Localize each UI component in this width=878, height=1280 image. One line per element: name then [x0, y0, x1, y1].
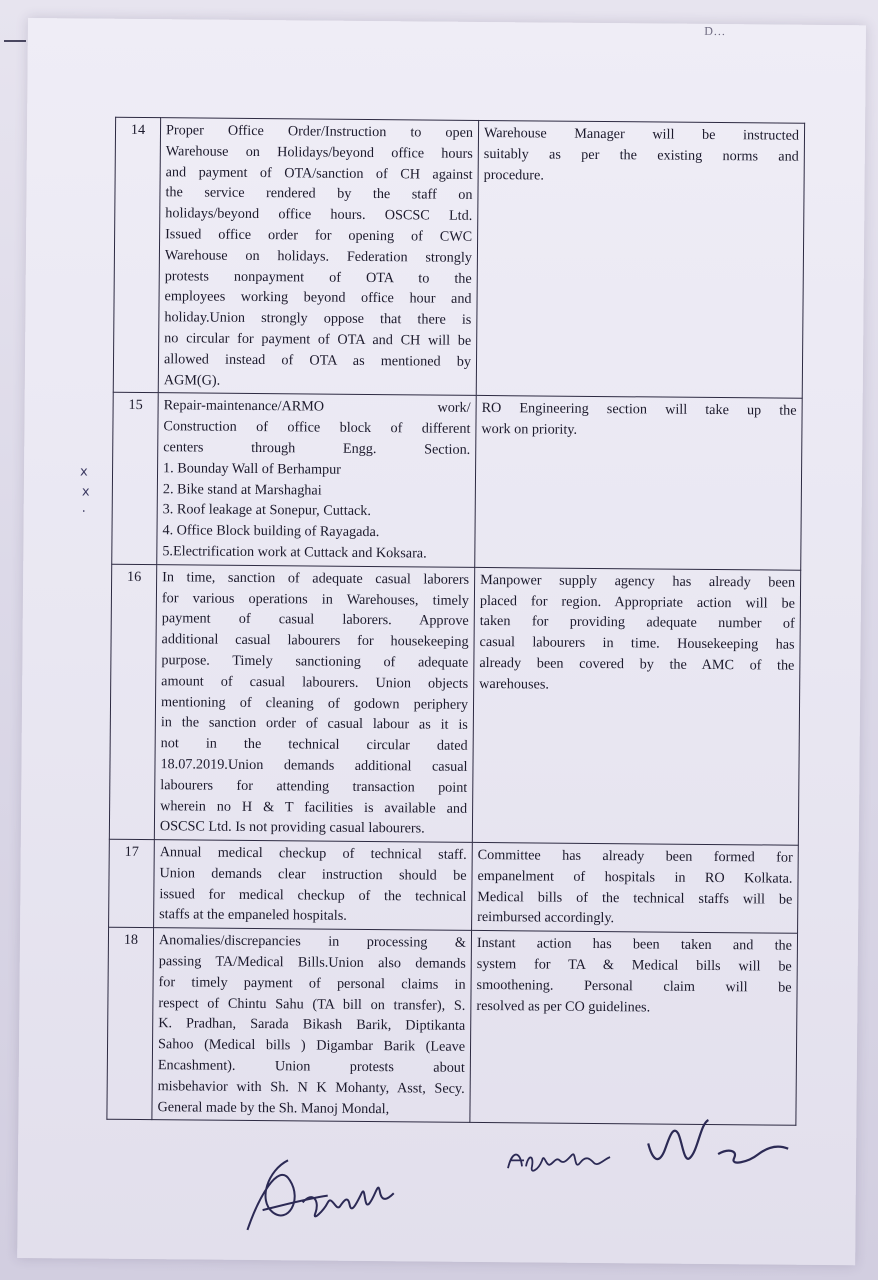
- issue-text-line: Repair-maintenance/ARMO work/: [163, 397, 471, 417]
- issue-text-line: Proper Office Order/Instruction to open: [165, 122, 474, 141]
- action-cell: [472, 567, 800, 845]
- action-text-line: system for TA & Medical bills will be: [476, 956, 792, 975]
- issue-text-line: misbehavior with Sh. N K Mohanty, Asst, Secy.: [157, 1078, 465, 1097]
- issue-text-line: amount of casual labourers. Union objects: [161, 672, 469, 692]
- action-text-line: reimbursed accordingly.: [477, 909, 615, 927]
- row-number: 16: [109, 564, 156, 840]
- page-fragment-text: D...: [704, 23, 726, 39]
- issue-text-line: OSCSC Ltd. Is not providing casual labourers.: [159, 818, 425, 837]
- issue-text-line: Sahoo (Medical bills ) Digambar Barik (Leave: [157, 1036, 466, 1056]
- document-page: [17, 18, 866, 1265]
- issue-cell: [154, 564, 474, 842]
- issue-text-line: 18.07.2019.Union demands additional casual: [160, 756, 468, 775]
- action-text-line: smoothening. Personal claim will be: [476, 976, 792, 996]
- action-text-line: already been covered by the AMC of the: [479, 654, 795, 674]
- issue-text-line: respect of Chintu Sahu (TA bill on transfer), S.: [158, 994, 466, 1014]
- signature-left: [227, 1140, 428, 1252]
- issue-cell: [157, 393, 476, 567]
- issue-text-line: labourers for attending transaction point: [160, 776, 468, 796]
- issue-text-line: for timely payment of personal claims in: [158, 974, 466, 993]
- issue-text-line: Warehouse on Holidays/beyond office hours: [165, 143, 473, 162]
- issue-text-line: allowed instead of OTA as mentioned by: [163, 350, 472, 370]
- action-text-line: casual labourers in time. Housekeeping has: [479, 634, 795, 653]
- tick-mark-icon: x: [81, 484, 90, 500]
- issue-list-item: 2. Bike stand at Marshaghai: [162, 480, 322, 499]
- action-cell: [476, 120, 804, 398]
- issue-text-line: payment of casual laborers. Approve: [161, 610, 469, 630]
- issue-text-line: staffs at the empaneled hospitals.: [159, 906, 347, 925]
- issue-text-line: passing TA/Medical Bills.Union also demands: [158, 953, 466, 972]
- issue-text-line: holidays/beyond office hours. OSCSC Ltd.: [165, 205, 473, 225]
- issue-text-line: In time, sanction of adequate casual laborers: [162, 568, 470, 588]
- row-number: 15: [112, 393, 158, 565]
- issue-text-line: Union demands clear instruction should be: [159, 865, 467, 884]
- signature-right: [638, 1103, 809, 1184]
- issue-text-line: Warehouse on holidays. Federation strongly: [164, 246, 472, 266]
- action-text-line: Warehouse Manager will be instructed: [483, 124, 800, 144]
- action-text-line: Committee has already been formed for: [477, 847, 793, 866]
- table-row: [112, 393, 802, 570]
- issue-text-line: mentioning of cleaning of godown periphery: [160, 693, 469, 713]
- issue-text-line: not in the technical circular dated: [160, 735, 468, 754]
- tick-mark-icon: ·: [81, 504, 86, 520]
- issue-text-line: holiday.Union strongly oppose that there is: [164, 309, 472, 329]
- table-row: [109, 839, 799, 933]
- issue-list-item: 3. Roof leakage at Sonepur, Cuttack.: [162, 501, 372, 520]
- action-cell: [475, 396, 802, 570]
- action-text-line: warehouses.: [479, 675, 550, 693]
- issue-cell: [158, 118, 478, 396]
- issue-cell: [152, 928, 472, 1123]
- issue-list-item: 5.Electrification work at Cuttack and Koksara.: [162, 543, 427, 562]
- issue-cell: [154, 840, 473, 931]
- issue-text-line: and payment of OTA/sanction of CH against: [165, 163, 473, 183]
- issue-text-line: wherein no H & T facilities is available and: [160, 797, 468, 817]
- issue-text-line: purpose. Timely sanctioning of adequate: [161, 652, 469, 671]
- table-row: [109, 564, 800, 845]
- issue-text-line: in the sanction order of casual labour as it is: [160, 714, 468, 734]
- action-cell: [470, 931, 798, 1126]
- action-text-line: Manpower supply agency has already been: [480, 571, 796, 591]
- margin-mark: [4, 40, 26, 42]
- row-number: 18: [107, 928, 154, 1121]
- issue-text-line: no circular for payment of OTA and CH will be: [164, 330, 472, 349]
- action-text-line: placed for region. Appropriate action will be: [479, 592, 795, 612]
- issue-text-line: for various operations in Warehouses, timely: [161, 589, 470, 609]
- issue-text-line: Construction of office block of different: [163, 418, 471, 438]
- action-text-line: resolved as per CO guidelines.: [476, 997, 651, 1016]
- action-text-line: Medical bills of the technical staffs will be: [477, 888, 793, 908]
- table-row: [113, 117, 804, 398]
- issue-text-line: K. Pradhan, Sarada Bikash Barik, Diptikanta: [158, 1015, 466, 1035]
- action-text-line: Instant action has been taken and the: [476, 935, 793, 954]
- issue-text-line: additional casual labourers for housekeeping: [161, 631, 469, 650]
- action-text-line: work on priority.: [481, 421, 578, 438]
- issue-text-line: employees working beyond office hour and: [164, 288, 472, 308]
- issue-text-line: Annual medical checkup of technical staff.: [159, 844, 467, 863]
- action-text-line: RO Engineering section will take up the: [481, 400, 797, 420]
- issue-text-line: Anomalies/discrepancies in processing &: [158, 932, 467, 952]
- issue-text-line: the service rendered by the staff on: [165, 184, 473, 204]
- row-number: 14: [113, 117, 160, 393]
- issue-text-line: centers through Engg. Section.: [163, 439, 471, 458]
- issue-text-line: AGM(G).: [163, 371, 221, 389]
- issue-text-line: Issued office order for opening of CWC: [165, 226, 473, 245]
- action-text-line: suitably as per the existing norms and: [483, 145, 799, 165]
- row-number: 17: [109, 839, 155, 928]
- issue-text-line: General made by the Sh. Manoj Mondal,: [157, 1098, 390, 1117]
- issue-list-item: 4. Office Block building of Rayagada.: [162, 522, 380, 541]
- issue-text-line: issued for medical checkup of the technical: [159, 885, 467, 905]
- action-text-line: procedure.: [483, 166, 544, 184]
- table-row: [107, 928, 798, 1126]
- tick-mark-icon: x: [79, 464, 88, 480]
- issue-text-line: protests nonpayment of OTA to the: [164, 267, 472, 287]
- action-text-line: empanelment of hospitals in RO Kolkata.: [477, 867, 793, 887]
- action-cell: [472, 843, 799, 934]
- signature-middle: [498, 1130, 649, 1191]
- issue-text-line: Encashment). Union protests about: [157, 1057, 465, 1076]
- action-text-line: taken for providing adequate number of: [479, 613, 795, 633]
- minutes-table: [106, 117, 805, 1126]
- issue-list-item: 1. Bounday Wall of Berhampur: [163, 459, 342, 478]
